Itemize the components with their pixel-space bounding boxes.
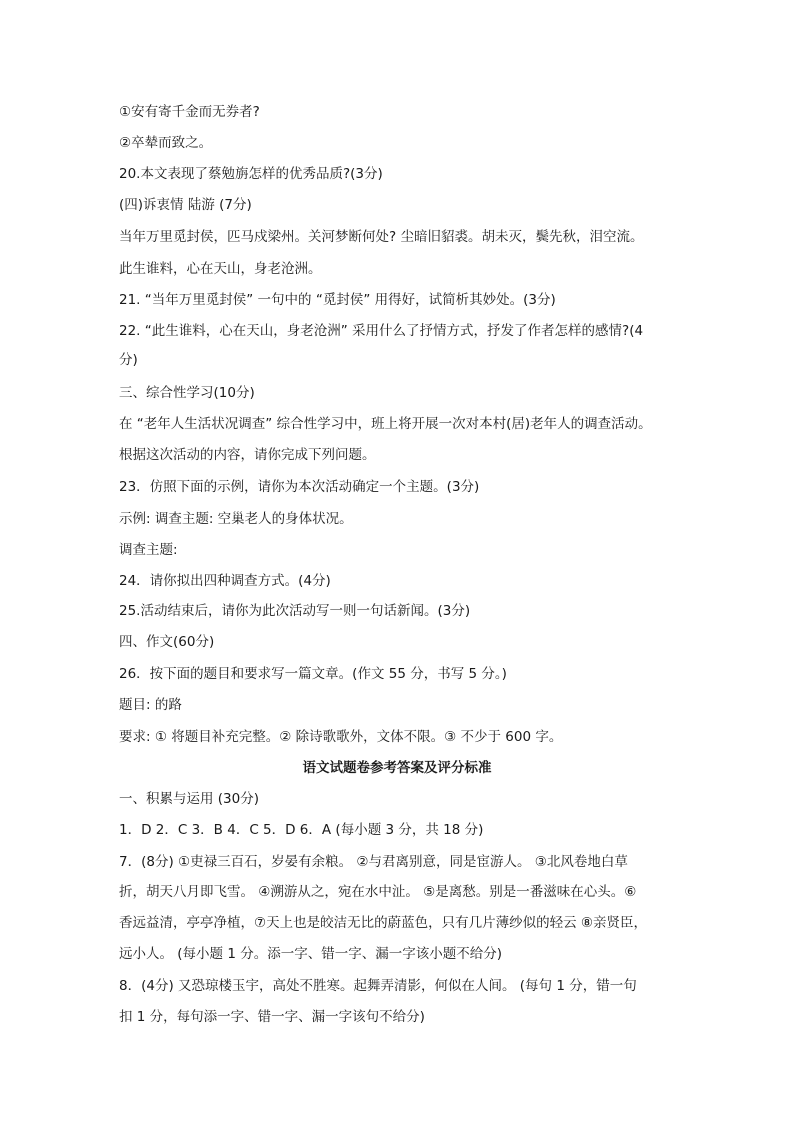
- question-24: 24．请你拟出四种调查方式。(4分): [119, 573, 331, 589]
- answer-line: 远小人。 (每小题 1 分。添一字、错一字、漏一字该小题不给分): [119, 946, 502, 962]
- text-line: 示例: 调查主题: 空巢老人的身体状况。: [119, 511, 353, 527]
- text-line: ②卒辇而致之。: [119, 135, 213, 151]
- text-line: 在 “老年人生活状况调查” 综合性学习中，班上将开展一次对本村(居)老年人的调查活动。: [119, 416, 652, 432]
- question-22-continued: 分): [119, 352, 138, 368]
- answer-title: 语文试题卷参考答案及评分标准: [302, 760, 492, 776]
- text-line: ①安有寄千金而无券者?: [119, 104, 260, 120]
- answer-section-heading: 一、积累与运用 (30分): [119, 791, 260, 807]
- section-heading: (四)诉衷情 陆游 (7分): [119, 197, 252, 213]
- question-25: 25.活动结束后，请你为此次活动写一则一句话新闻。(3分): [119, 603, 471, 619]
- answer-line: 1．D 2．C 3．B 4．C 5．D 6．A (每小题 3 分，共 18 分): [119, 822, 484, 838]
- question-22: 22. “此生谁料，心在天山，身老沧洲” 采用什么了抒情方式，抒发了作者怎样的感情?(4: [119, 323, 644, 339]
- answer-line: 扣 1 分，每句添一字、错一字、漏一字该句不给分): [119, 1009, 425, 1025]
- text-line: 根据这次活动的内容，请你完成下列问题。: [119, 447, 376, 463]
- poem-line: 当年万里觅封侯，匹马戍梁州。关河梦断何处? 尘暗旧貂裘。胡未灭，鬓先秋，泪空流。: [119, 229, 644, 245]
- section-heading: 四、作文(60分): [119, 634, 215, 650]
- question-20: 20.本文表现了蔡勉旃怎样的优秀品质?(3分): [119, 166, 383, 182]
- question-23: 23．仿照下面的示例，请你为本次活动确定一个主题。(3分): [119, 479, 480, 495]
- text-line: 调查主题:: [119, 542, 178, 558]
- answer-line: 折，胡天八月即飞雪。 ④溯游从之，宛在水中沚。 ⑤是离愁。别是一番滋味在心头。⑥: [119, 884, 637, 900]
- poem-line: 此生谁料，心在天山，身老沧洲。: [119, 261, 322, 277]
- question-21: 21. “当年万里觅封侯” 一句中的 “觅封侯” 用得好，试简析其妙处。(3分): [119, 292, 556, 308]
- answer-line: 8．(4分) 又恐琼楼玉宇，高处不胜寒。起舞弄清影，何似在人间。 (每句 1 分，错一句: [119, 978, 637, 994]
- question-26: 26．按下面的题目和要求写一篇文章。(作文 55 分，书写 5 分。): [119, 666, 507, 682]
- answer-line: 香远益清，亭亭净植，⑦天上也是皎洁无比的蔚蓝色，只有几片薄纱似的轻云 ⑧亲贤臣，: [119, 915, 647, 931]
- answer-line: 7．(8分) ①吏禄三百石，岁晏有余粮。 ②与君离别意，同是宦游人。 ③北风卷地白草: [119, 854, 628, 870]
- text-line: 要求: ① 将题目补充完整。② 除诗歌歌外，文体不限。③ 不少于 600 字。: [119, 729, 563, 745]
- text-line: 题目: 的路: [119, 697, 182, 713]
- section-heading: 三、综合性学习(10分): [119, 385, 255, 401]
